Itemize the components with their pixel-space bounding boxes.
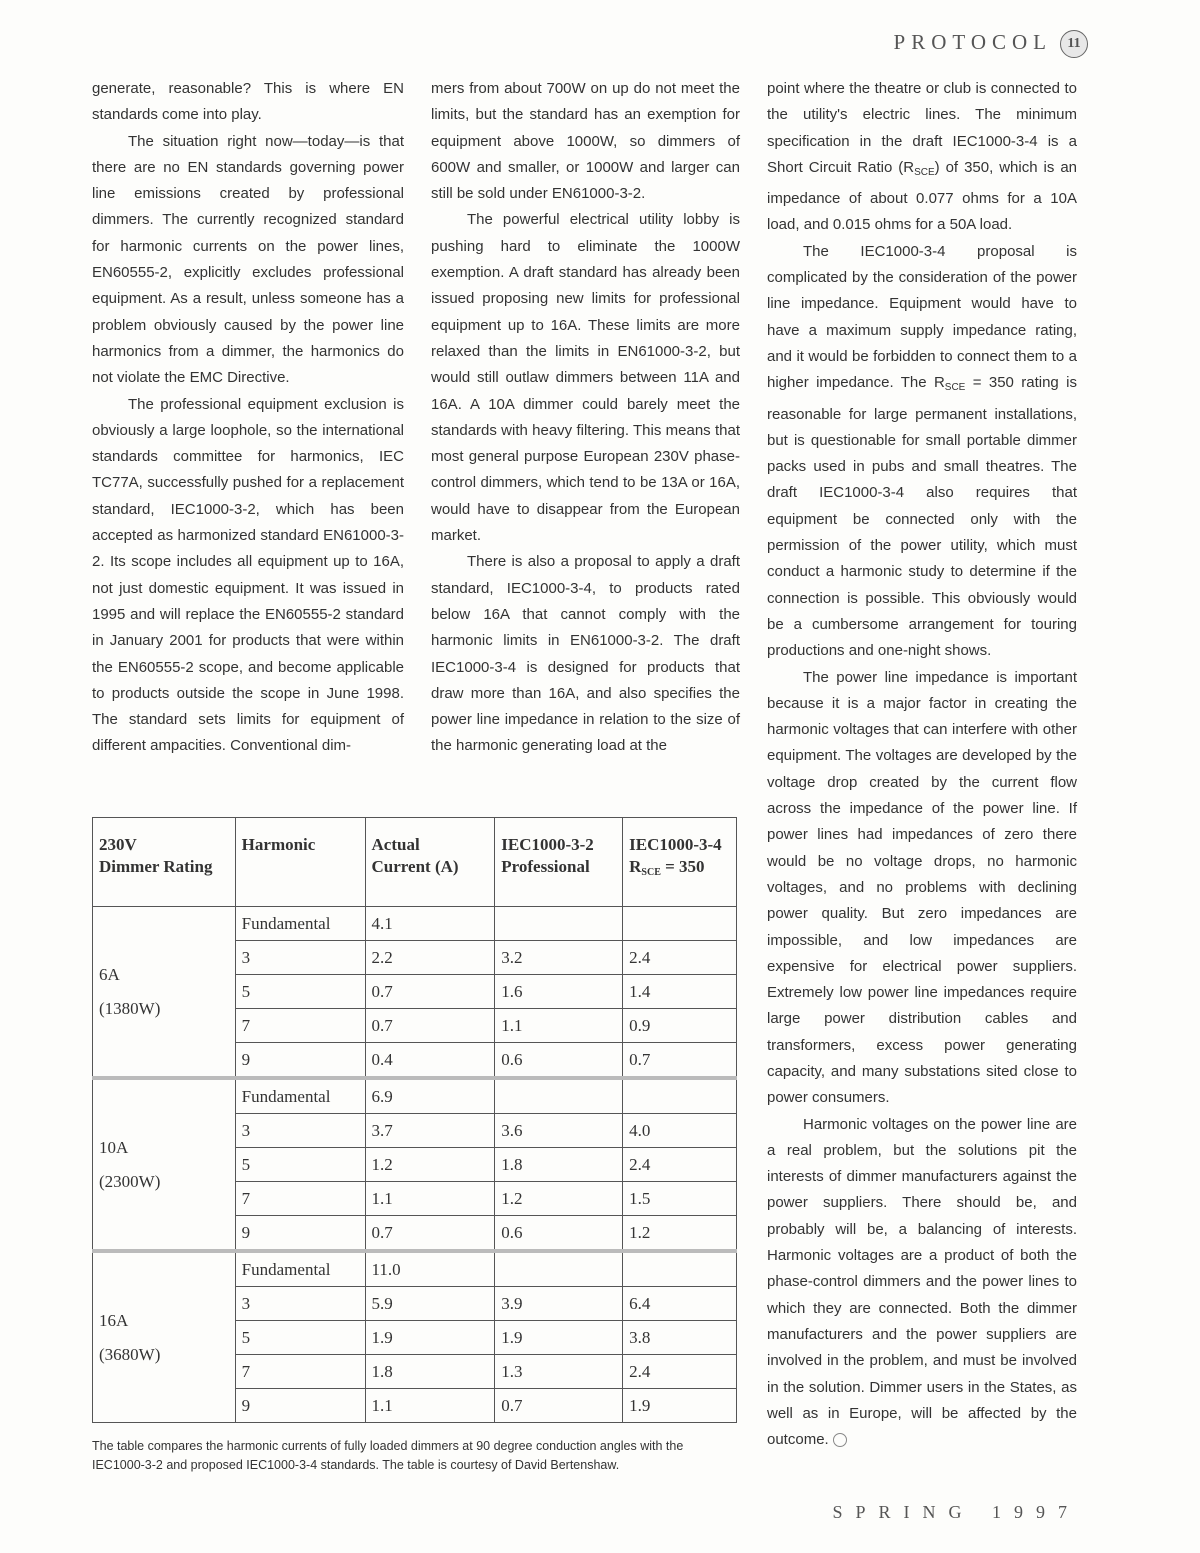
paragraph: mers from about 700W on up do not meet the limits, but the standard has an exemption for equipment above 1000W, so dimmers of 600W and smaller, or 1000W and larger can still be sold under EN61000-3-2. [431, 80, 740, 203]
table-cell: 0.7 [623, 1043, 737, 1079]
table-cell: 7 [235, 1009, 365, 1043]
table-cell: 9 [235, 1389, 365, 1423]
table-cell: 1.9 [623, 1389, 737, 1423]
table-cell: 1.6 [495, 975, 623, 1009]
header-harmonic: Harmonic [235, 818, 365, 907]
table-cell: 2.2 [365, 941, 495, 975]
table-cell: 5 [235, 1148, 365, 1182]
table-cell: 1.8 [495, 1148, 623, 1182]
table-cell: 4.0 [623, 1114, 737, 1148]
table-cell [623, 1251, 737, 1287]
table-cell: 3 [235, 1287, 365, 1321]
paragraph [767, 76, 1077, 239]
table-cell: 1.8 [365, 1355, 495, 1389]
paragraph: The situation right now—today—is that there are no EN standards governing power line emissions created by professional dimmers. The currently recognized standard for harmonic currents on the power lines, EN60555-2, explicitly excludes professional equipment. As a result, unless someone has a problem obviously caused by the power line harmonics from a dimmer, the harmonics do not violate the EMC Directive. [92, 132, 404, 387]
table-cell: 0.6 [495, 1216, 623, 1252]
table-cell: 6.9 [365, 1078, 495, 1114]
text-run: ) of 350, which is an impedance of about 0.077 ohms for a 10A load, and 0.015 ohms for a 50A load. [767, 158, 1077, 234]
header-iec1000-3-4: IEC1000-3-4 $R_{SCE} = 350$ [623, 818, 737, 907]
table-cell: 1.4 [623, 975, 737, 1009]
page-number: 11 [1060, 30, 1088, 58]
paragraph: The power line impedance is important because it is a major factor in creating the harmonic voltages that can interfere with other equipment. The voltages are developed by the voltage drop created by the current flow across the impedance of the power line. If power lines had impedances of zero there would be no voltage drops, no harmonic voltages, and no problems with declining power quality. But zero impedances are impossible, and low impedances are expensive for electrical power suppliers. Extremely low power line impedances require large power distribution cables and transformers, excess power generating capacity, and many substations sited close to power consumers. [767, 668, 1077, 1107]
paragraph [767, 1112, 1077, 1454]
table-caption: The table compares the harmonic currents of fully loaded dimmers at 90 degree conduction angles with the IEC1000-3-2 and proposed IEC1000-3-4 standards. The table is courtesy of David Bertenshaw. [92, 1439, 684, 1472]
table-cell [495, 1251, 623, 1287]
paragraph: generate, reasonable? This is where EN standards come into play. [92, 80, 404, 124]
paragraph: There is also a proposal to apply a draft standard, IEC1000-3-4, to products rated below 16A that cannot comply with the harmonic limits in EN61000-3-2. The draft IEC1000-3-4 is designed for products that draw more than 16A, and also specifies the power line impedance in relation to the size of the harmonic generating load at the [431, 553, 740, 755]
table-cell: 1.2 [623, 1216, 737, 1252]
header-dimmer-rating: 230V Dimmer Rating [93, 818, 236, 907]
harmonic-table [92, 817, 737, 1423]
dimmer-rating-cell: 6A (1380W) [93, 907, 236, 1079]
table-cell: 1.9 [495, 1321, 623, 1355]
table-cell: Fundamental [235, 1251, 365, 1287]
article-column-1 [92, 76, 404, 760]
text-run: = 350 rating is reasonable for large permanent installations, but is questionable for small portable dimmer packs used in pubs and small theatres. The draft IEC1000-3-4 also requires that equipment be connected only with the permission of the power utility, which must conduct a harmonic study to determine if the connection is possible. This obviously would be a cumbersome arrangement for touring productions and one-night shows. [767, 374, 1077, 660]
text-run: The IEC1000-3-4 proposal is complicated by the consideration of the power line impedance. Equipment would have to have a maximum supply impedance rating, and it would be forbidden to connect them to a higher impedance. The R [767, 242, 1077, 392]
table-cell: 2.4 [623, 941, 737, 975]
table-cell: 7 [235, 1355, 365, 1389]
table-cell: Fundamental [235, 907, 365, 941]
table-cell: 3.8 [623, 1321, 737, 1355]
table-cell: 1.1 [365, 1182, 495, 1216]
table-cell: 0.7 [495, 1389, 623, 1423]
table-cell: 1.5 [623, 1182, 737, 1216]
subscript: SCE [944, 382, 966, 394]
table-cell: 0.7 [365, 1216, 495, 1252]
table-cell: 1.1 [365, 1389, 495, 1423]
article-column-2 [431, 76, 740, 760]
table-cell: 3.9 [495, 1287, 623, 1321]
table-cell: 5.9 [365, 1287, 495, 1321]
running-header [894, 30, 1088, 58]
table-cell: 3 [235, 1114, 365, 1148]
header-actual-current: Actual Current (A) [365, 818, 495, 907]
table-cell [495, 1078, 623, 1114]
table-cell: 3.2 [495, 941, 623, 975]
table-cell: 9 [235, 1043, 365, 1079]
table-cell: 1.9 [365, 1321, 495, 1355]
text-run: Harmonic voltages on the power line are a real problem, but the solutions pit the interests of dimmer manufacturers against the power suppliers. There should be, and probably will be, a balancing of interests. Harmonic voltages are a product of both the phase-control dimmers and the power lines to which they are connected. Both the dimmer manufacturers and the power suppliers are involved in the problem, and must be involved in the solution. Dimmer users in the States, as well as in Europe, will be affected by the outcome. [767, 1115, 1077, 1449]
table-cell: 2.4 [623, 1355, 737, 1389]
paragraph: The powerful electrical utility lobby is pushing hard to eliminate the 1000W exemption. A draft standard has already been issued proposing new limits for professional equipment up to 16A. These limits are more relaxed than the limits in EN61000-3-2, but would still outlaw dimmers between 11A and 16A. A 10A dimmer could barely meet the standards with heavy filtering. This means that most general purpose European 230V phase-control dimmers, which tend to be 13A or 16A, would have to disappear from the European market. [431, 211, 740, 545]
table-cell: 0.6 [495, 1043, 623, 1079]
text-run: point where the theatre or club is connected to the utility's electric lines. The minimum specification in the draft IEC1000-3-4 is a Short Circuit Ratio (R [767, 80, 1077, 176]
table-row [93, 1251, 737, 1287]
table-cell: 5 [235, 975, 365, 1009]
table-cell: 6.4 [623, 1287, 737, 1321]
header-iec1000-3-2: IEC1000-3-2 Professional [495, 818, 623, 907]
paragraph: The professional equipment exclusion is obviously a large loophole, so the international standards committee for harmonics, IEC TC77A, successfully pushed for a replacement standard, IEC1000-3-2, which has been accepted as harmonized standard EN61000-3-2. Its scope includes all equipment up to 16A, not just domestic equipment. It was issued in 1995 and will replace the EN60555-2 standard in January 2001 for products that were within the EN60555-2 scope, and become applicable to products outside the scope in June 1998. The standard sets limits for equipment of different ampacities. Conventional dim- [92, 395, 404, 755]
table-row [93, 1078, 737, 1114]
dimmer-rating-cell: 10A (2300W) [93, 1078, 236, 1251]
table-cell: 1.3 [495, 1355, 623, 1389]
table-cell: 7 [235, 1182, 365, 1216]
table-row [93, 907, 737, 941]
publication-title: PROTOCOL [893, 30, 1052, 54]
paragraph [767, 239, 1077, 665]
table-cell: 1.2 [495, 1182, 623, 1216]
table-cell: 4.1 [365, 907, 495, 941]
subscript: SCE [914, 166, 935, 178]
table-cell: 9 [235, 1216, 365, 1252]
table-cell: 0.7 [365, 1009, 495, 1043]
table-cell: 11.0 [365, 1251, 495, 1287]
table-cell: Fundamental [235, 1078, 365, 1114]
issue-footer: SPRING 1997 [832, 1502, 1080, 1522]
table-cell: 3.6 [495, 1114, 623, 1148]
table-cell: 1.2 [365, 1148, 495, 1182]
table-cell [623, 907, 737, 941]
table-cell: 5 [235, 1321, 365, 1355]
table-cell: 0.4 [365, 1043, 495, 1079]
table-cell: 3 [235, 941, 365, 975]
table-header-row [93, 818, 737, 907]
table-cell: 1.1 [495, 1009, 623, 1043]
table-cell: 2.4 [623, 1148, 737, 1182]
article-column-3 [767, 76, 1077, 1453]
end-mark-icon [833, 1433, 847, 1447]
table-cell [495, 907, 623, 941]
table-cell: 0.9 [623, 1009, 737, 1043]
table-cell: 0.7 [365, 975, 495, 1009]
dimmer-rating-cell: 16A (3680W) [93, 1251, 236, 1423]
table-cell [623, 1078, 737, 1114]
table-cell: 3.7 [365, 1114, 495, 1148]
